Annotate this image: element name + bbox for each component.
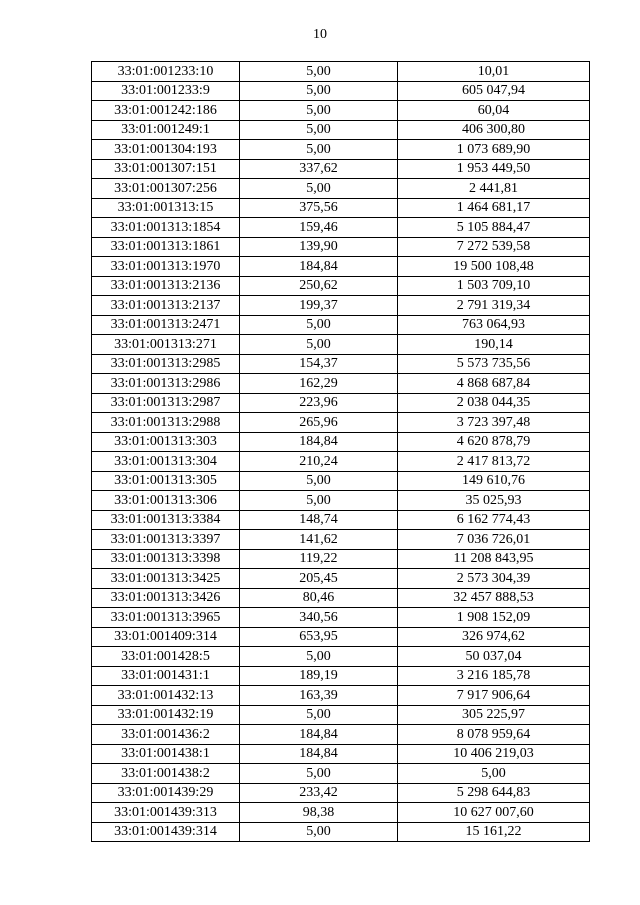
value-cell: 8 078 959,64 <box>398 725 590 745</box>
cadastral-number-cell: 33:01:001242:186 <box>92 101 240 121</box>
area-cell: 5,00 <box>240 62 398 82</box>
area-cell: 119,22 <box>240 549 398 569</box>
cadastral-number-cell: 33:01:001313:2986 <box>92 374 240 394</box>
table-row <box>92 315 590 335</box>
area-cell: 337,62 <box>240 159 398 179</box>
table-row <box>92 354 590 374</box>
table-row <box>92 471 590 491</box>
table-row <box>92 725 590 745</box>
table-row <box>92 159 590 179</box>
area-cell: 5,00 <box>240 179 398 199</box>
cadastral-number-cell: 33:01:001233:9 <box>92 81 240 101</box>
value-cell: 5,00 <box>398 764 590 784</box>
cadastral-number-cell: 33:01:001439:313 <box>92 803 240 823</box>
area-cell: 184,84 <box>240 744 398 764</box>
area-cell: 139,90 <box>240 237 398 257</box>
table-row <box>92 666 590 686</box>
table-row <box>92 101 590 121</box>
table-row <box>92 198 590 218</box>
table-row <box>92 120 590 140</box>
value-cell: 60,04 <box>398 101 590 121</box>
table-row <box>92 549 590 569</box>
area-cell: 5,00 <box>240 647 398 667</box>
cadastral-number-cell: 33:01:001307:151 <box>92 159 240 179</box>
area-cell: 223,96 <box>240 393 398 413</box>
area-cell: 5,00 <box>240 491 398 511</box>
cadastral-number-cell: 33:01:001249:1 <box>92 120 240 140</box>
table-row <box>92 237 590 257</box>
table-row <box>92 218 590 238</box>
table-row <box>92 296 590 316</box>
value-cell: 305 225,97 <box>398 705 590 725</box>
cadastral-number-cell: 33:01:001432:19 <box>92 705 240 725</box>
area-cell: 162,29 <box>240 374 398 394</box>
value-cell: 4 620 878,79 <box>398 432 590 452</box>
area-cell: 233,42 <box>240 783 398 803</box>
value-cell: 605 047,94 <box>398 81 590 101</box>
cadastral-number-cell: 33:01:001313:15 <box>92 198 240 218</box>
area-cell: 159,46 <box>240 218 398 238</box>
area-cell: 5,00 <box>240 315 398 335</box>
table-row <box>92 432 590 452</box>
value-cell: 6 162 774,43 <box>398 510 590 530</box>
value-cell: 50 037,04 <box>398 647 590 667</box>
value-cell: 11 208 843,95 <box>398 549 590 569</box>
value-cell: 5 105 884,47 <box>398 218 590 238</box>
table-row <box>92 413 590 433</box>
area-cell: 5,00 <box>240 335 398 355</box>
value-cell: 1 953 449,50 <box>398 159 590 179</box>
cadastral-number-cell: 33:01:001233:10 <box>92 62 240 82</box>
cadastral-number-cell: 33:01:001313:2471 <box>92 315 240 335</box>
cadastral-number-cell: 33:01:001313:304 <box>92 452 240 472</box>
value-cell: 10 406 219,03 <box>398 744 590 764</box>
table-row <box>92 257 590 277</box>
cadastral-number-cell: 33:01:001438:1 <box>92 744 240 764</box>
value-cell: 35 025,93 <box>398 491 590 511</box>
value-cell: 3 723 397,48 <box>398 413 590 433</box>
table-row <box>92 803 590 823</box>
cadastral-number-cell: 33:01:001313:1861 <box>92 237 240 257</box>
table-row <box>92 530 590 550</box>
area-cell: 5,00 <box>240 140 398 160</box>
table-row <box>92 374 590 394</box>
value-cell: 2 441,81 <box>398 179 590 199</box>
cadastral-number-cell: 33:01:001313:1854 <box>92 218 240 238</box>
value-cell: 1 464 681,17 <box>398 198 590 218</box>
cadastral-number-cell: 33:01:001313:3398 <box>92 549 240 569</box>
area-cell: 340,56 <box>240 608 398 628</box>
value-cell: 5 573 735,56 <box>398 354 590 374</box>
cadastral-number-cell: 33:01:001432:13 <box>92 686 240 706</box>
cadastral-number-cell: 33:01:001313:3397 <box>92 530 240 550</box>
cadastral-number-cell: 33:01:001313:3426 <box>92 588 240 608</box>
area-cell: 653,95 <box>240 627 398 647</box>
table-row <box>92 764 590 784</box>
cadastral-number-cell: 33:01:001304:193 <box>92 140 240 160</box>
value-cell: 15 161,22 <box>398 822 590 842</box>
area-cell: 5,00 <box>240 764 398 784</box>
area-cell: 163,39 <box>240 686 398 706</box>
cadastral-number-cell: 33:01:001431:1 <box>92 666 240 686</box>
cadastral-number-cell: 33:01:001428:5 <box>92 647 240 667</box>
cadastral-number-cell: 33:01:001439:314 <box>92 822 240 842</box>
area-cell: 5,00 <box>240 81 398 101</box>
table-row <box>92 705 590 725</box>
cadastral-number-cell: 33:01:001313:306 <box>92 491 240 511</box>
value-cell: 2 417 813,72 <box>398 452 590 472</box>
cadastral-number-cell: 33:01:001313:305 <box>92 471 240 491</box>
table-row <box>92 62 590 82</box>
cadastral-number-cell: 33:01:001313:271 <box>92 335 240 355</box>
table-row <box>92 510 590 530</box>
area-cell: 148,74 <box>240 510 398 530</box>
table-row <box>92 822 590 842</box>
value-cell: 149 610,76 <box>398 471 590 491</box>
table-row <box>92 686 590 706</box>
value-cell: 10 627 007,60 <box>398 803 590 823</box>
table-row <box>92 608 590 628</box>
value-cell: 5 298 644,83 <box>398 783 590 803</box>
cadastral-number-cell: 33:01:001313:3425 <box>92 569 240 589</box>
cadastral-number-cell: 33:01:001313:1970 <box>92 257 240 277</box>
table-row <box>92 647 590 667</box>
table-row <box>92 569 590 589</box>
area-cell: 210,24 <box>240 452 398 472</box>
area-cell: 375,56 <box>240 198 398 218</box>
area-cell: 184,84 <box>240 432 398 452</box>
table-row <box>92 140 590 160</box>
table-row <box>92 179 590 199</box>
cadastral-number-cell: 33:01:001313:2987 <box>92 393 240 413</box>
value-cell: 32 457 888,53 <box>398 588 590 608</box>
value-cell: 2 791 319,34 <box>398 296 590 316</box>
table-row <box>92 588 590 608</box>
cadastral-number-cell: 33:01:001313:2985 <box>92 354 240 374</box>
table-row <box>92 491 590 511</box>
cadastral-number-cell: 33:01:001313:3384 <box>92 510 240 530</box>
area-cell: 80,46 <box>240 588 398 608</box>
cadastral-number-cell: 33:01:001313:3965 <box>92 608 240 628</box>
area-cell: 98,38 <box>240 803 398 823</box>
area-cell: 5,00 <box>240 120 398 140</box>
cadastral-number-cell: 33:01:001313:2988 <box>92 413 240 433</box>
area-cell: 184,84 <box>240 725 398 745</box>
table-row <box>92 393 590 413</box>
value-cell: 406 300,80 <box>398 120 590 140</box>
table-row <box>92 452 590 472</box>
table-row <box>92 276 590 296</box>
value-cell: 10,01 <box>398 62 590 82</box>
table-row <box>92 81 590 101</box>
cadastral-number-cell: 33:01:001409:314 <box>92 627 240 647</box>
value-cell: 4 868 687,84 <box>398 374 590 394</box>
cadastral-number-cell: 33:01:001438:2 <box>92 764 240 784</box>
page-number: 10 <box>313 27 327 42</box>
value-cell: 7 036 726,01 <box>398 530 590 550</box>
area-cell: 5,00 <box>240 471 398 491</box>
value-cell: 1 073 689,90 <box>398 140 590 160</box>
value-cell: 190,14 <box>398 335 590 355</box>
value-cell: 2 038 044,35 <box>398 393 590 413</box>
value-cell: 1 503 709,10 <box>398 276 590 296</box>
cadastral-number-cell: 33:01:001313:2137 <box>92 296 240 316</box>
value-cell: 3 216 185,78 <box>398 666 590 686</box>
area-cell: 184,84 <box>240 257 398 277</box>
area-cell: 5,00 <box>240 705 398 725</box>
value-cell: 1 908 152,09 <box>398 608 590 628</box>
value-cell: 326 974,62 <box>398 627 590 647</box>
area-cell: 205,45 <box>240 569 398 589</box>
area-cell: 5,00 <box>240 822 398 842</box>
table-row <box>92 335 590 355</box>
area-cell: 5,00 <box>240 101 398 121</box>
table-row <box>92 627 590 647</box>
value-cell: 7 272 539,58 <box>398 237 590 257</box>
value-cell: 19 500 108,48 <box>398 257 590 277</box>
area-cell: 154,37 <box>240 354 398 374</box>
data-table <box>91 61 590 842</box>
area-cell: 141,62 <box>240 530 398 550</box>
value-cell: 7 917 906,64 <box>398 686 590 706</box>
cadastral-number-cell: 33:01:001307:256 <box>92 179 240 199</box>
area-cell: 250,62 <box>240 276 398 296</box>
table-body <box>92 62 590 842</box>
area-cell: 265,96 <box>240 413 398 433</box>
value-cell: 763 064,93 <box>398 315 590 335</box>
cadastral-number-cell: 33:01:001313:303 <box>92 432 240 452</box>
table-row <box>92 744 590 764</box>
cadastral-number-cell: 33:01:001436:2 <box>92 725 240 745</box>
area-cell: 189,19 <box>240 666 398 686</box>
table-row <box>92 783 590 803</box>
value-cell: 2 573 304,39 <box>398 569 590 589</box>
cadastral-number-cell: 33:01:001439:29 <box>92 783 240 803</box>
area-cell: 199,37 <box>240 296 398 316</box>
cadastral-number-cell: 33:01:001313:2136 <box>92 276 240 296</box>
